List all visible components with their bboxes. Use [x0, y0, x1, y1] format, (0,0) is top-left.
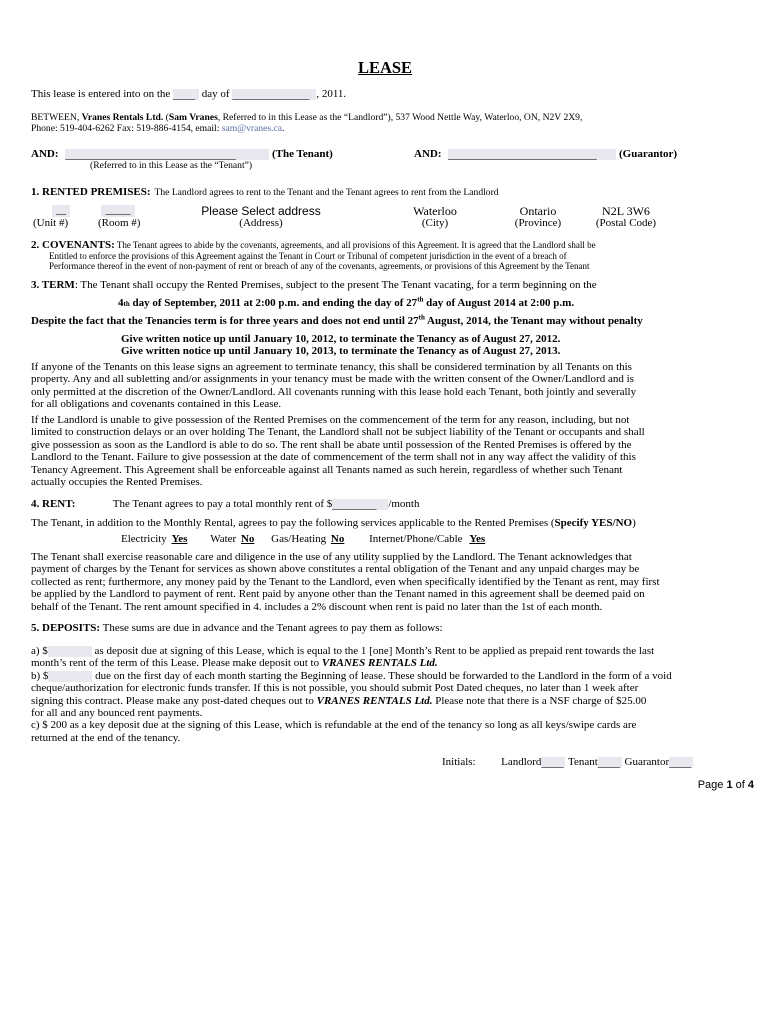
guarantor-line: AND: ___________________________ (Guarantor)	[414, 148, 678, 162]
tenant-line: AND: _______________________________ (The Tenant)	[31, 148, 333, 162]
internet-value[interactable]: Yes	[469, 533, 486, 545]
address-select[interactable]: Please Select address	[201, 204, 321, 218]
room-field[interactable]: _____	[101, 205, 135, 217]
landlord-initials-field[interactable]: ____	[541, 757, 564, 770]
between-block: BETWEEN, Vranes Rentals Ltd. (Sam Vranes, Referred to in this Lease as the “Landlord”), 537 Wood Nettle Way, Waterloo, ON, N2V 2X9, Phone: 519-404-6262 Fax: 519-886-4154, email: sam@vranes.ca.	[31, 112, 583, 134]
section-2: 2. COVENANTS: The Tenant agrees to abide by the covenants, agreements, and all provisions of this Agreement. It is agreed that the Landlord shall be Entitled to enforce the provisions of this Agreement against the Tenant in Court or Tribunal of competent jurisdiction in the event of a breach of Performance thereof in the event of non-payment of rent or breach of any of the covenants, agreements, or provisions of this Agreement by the Tenant	[31, 239, 596, 272]
monthly-rent-field[interactable]: ________	[332, 499, 388, 510]
page-number: Page 1 of 4	[697, 779, 754, 791]
day-field[interactable]: ____	[173, 89, 199, 100]
term-dates: 4th day of September, 2011 at 2:00 p.m. and ending the day of 27th day of August 2014 at 2:00 p.m.	[118, 295, 575, 309]
utilities-row: Electricity Yes Water No Gas/Heating No Internet/Phone/Cable Yes	[121, 533, 486, 545]
month-field[interactable]: ______________	[232, 89, 316, 100]
water-value[interactable]: No	[240, 533, 255, 545]
room-label: (Room #)	[98, 217, 141, 229]
tenant-name-field[interactable]: _______________________________	[65, 149, 269, 160]
guarantor-name-field[interactable]: ___________________________	[448, 149, 616, 160]
tenant-ref: (Referred to in this Lease as the “Tenant”)	[90, 160, 253, 171]
utilities-paragraph: The Tenant shall exercise reasonable care and diligence in the use of any utility supplied by the Landlord. The Tenant acknowledges that payment of charges by the Tenant for services as shown above constitutes a rental obligation of the Tenant and any unpaid charges may be collected as rent; furthermore, any money paid by the Tenant to the Landlord, even when specifically identified by the Tenant as rent, may first be applied by the Landlord to payment of rent. Rent paid by anyone other than the Tenant named in this agreement shall be deemed paid on behalf of the Tenant. The rent amount specified in 4. includes a 2% discount when rent is paid no later than the 1st of each month.	[31, 551, 660, 613]
unit-field[interactable]: __	[52, 205, 70, 217]
termination-paragraph: If anyone of the Tenants on this lease signs an agreement to terminate tenancy, this shall be considered termination by all Tenants on this property. Any and all subletting and/or assignments in your tenancy must be made with the written consent of the Owner/Landlord and is only permitted at the discretion of the Owner/Landlord. All covenants running with this lease hold each Tenant, both jointly and severally for all obligations and covenants contained in this Lease.	[31, 361, 637, 411]
province-field[interactable]: Ontario	[519, 204, 557, 218]
deposit-a-field[interactable]	[48, 646, 92, 657]
electricity-value[interactable]: Yes	[171, 533, 188, 545]
despite-line: Despite the fact that the Tenancies term is for three years and does not end until 27th August, 2014, the Tenant may without penalty	[31, 313, 643, 327]
email-link[interactable]: sam@vranes.ca	[221, 123, 283, 134]
city-field[interactable]: Waterloo	[413, 204, 457, 218]
city-label: (City)	[421, 217, 449, 229]
notice-lines: Give written notice up until January 10, 2012, to terminate the Tenancy as of August 27, 2012. Give written notice up until January 10, 2013, to terminate the Tenancy as of August 27, 2013.	[121, 333, 561, 358]
services-line: The Tenant, in addition to the Monthly Rental, agrees to pay the following services applicable to the Rented Premises (Specify YES/NO)	[31, 517, 636, 529]
section-3-heading: 3. TERM: The Tenant shall occupy the Rented Premises, subject to the present The Tenant vacating, for a term beginning on the	[31, 279, 597, 291]
page-title: LEASE	[357, 58, 413, 77]
postal-label: (Postal Code)	[595, 217, 657, 229]
unit-label: (Unit #)	[33, 217, 69, 229]
deposit-b-field[interactable]	[48, 671, 92, 682]
guarantor-initials-field[interactable]: ____	[669, 757, 692, 770]
possession-paragraph: If the Landlord is unable to give possession of the Rented Premises on the commencement of the term for any reason, including, but not limited to construction delays or an over holding The Tenant, the Landlord shall not be subject liability of the Tenant or occupants and shall give possession as soon as the Landlord is able to do so. The rent shall be abate until possession of the Rented Premises is offered by the Landlord to the Tenant. Failure to give possession at the date of commencement of the term shall not in any way affect the validity of this Tenancy Agreement. This Agreement shall be enforceable against all Tenants named as such herein, regardless of whether such Tenant actually occupies the Rented Premises.	[31, 414, 645, 489]
initials-row: Initials: Landlord____ Tenant____ Guarantor____	[442, 756, 692, 770]
deposits-paragraph: a) $ as deposit due at signing of this Lease, which is equal to the 1 [one] Month’s Rent to be applied as prepaid rent towards the last month’s rent of the term of this Lease. Please make deposit out to VRANES RENTALS Ltd. b) $ due on the first day of each month starting the Beginning of lease. These should be forwarded to the Landlord in the form of a void cheque/authorization for electronic funds transfer. If this is not possible, you should submit Post Dated cheques, no later than 1 week after signing this contract. Please make any post-dated cheques out to VRANES RENTALS Ltd. Please note that there is a NSF charge of $25.00 for all and any bounced rent payments. c) $ 200 as a key deposit due at the signing of this Lease, which is refundable at the end of the tenancy so long as all keys/swipe cards are returned at the end of the tenancy.	[31, 645, 672, 744]
address-label: (Address)	[239, 217, 283, 229]
tenant-initials-field[interactable]: ____	[597, 757, 620, 770]
postal-code-field[interactable]: N2L 3W6	[602, 204, 650, 218]
intro-line: This lease is entered into on the ____ day of ______________ , 2011.	[31, 88, 347, 102]
province-label: (Province)	[514, 217, 562, 229]
gas-heating-value[interactable]: No	[330, 533, 345, 545]
section-4-heading: 4. RENT: The Tenant agrees to pay a total monthly rent of $________ /month	[31, 498, 420, 512]
section-5-heading: 5. DEPOSITS: These sums are due in advance and the Tenant agrees to pay them as follows:	[31, 622, 443, 634]
section-1-heading: 1. RENTED PREMISES: The Landlord agrees to rent to the Tenant and the Tenant agrees to rent from the Landlord	[31, 186, 499, 198]
